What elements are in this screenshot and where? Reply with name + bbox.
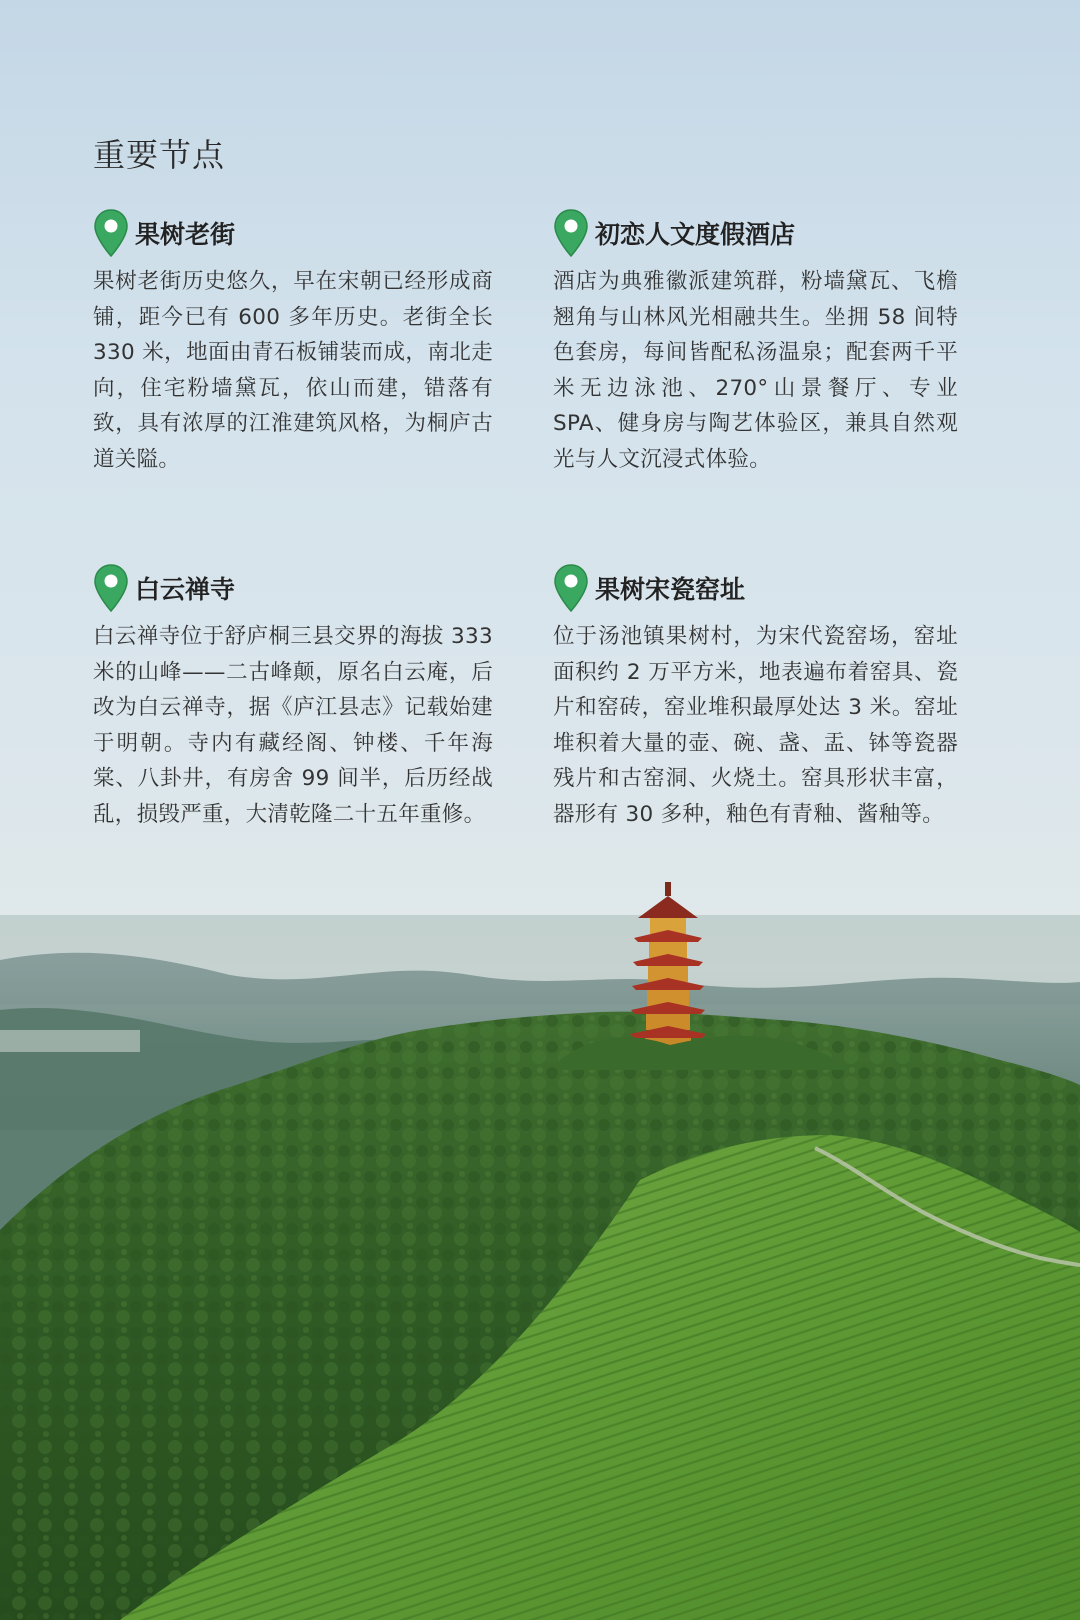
location-pin-icon bbox=[93, 563, 129, 613]
location-pin-icon bbox=[553, 563, 589, 613]
poi-card-song-kiln-site bbox=[553, 563, 958, 832]
poi-description: 果树老街历史悠久，早在宋朝已经形成商铺，距今已有 600 多年历史。老街全长 330 米，地面由青石板铺装而成，南北走向，住宅粉墙黛瓦，依山而建，错落有致，具有浓厚的江淮建筑风格，为桐庐古道关隘。 bbox=[93, 269, 493, 472]
location-pin-icon bbox=[553, 208, 589, 258]
poi-name: 果树老街 bbox=[135, 220, 236, 249]
poi-name: 初恋人文度假酒店 bbox=[595, 220, 796, 249]
section-title: 重要节点 bbox=[93, 136, 226, 174]
poi-name: 果树宋瓷窑址 bbox=[595, 575, 746, 604]
poi-card-chulian-hotel bbox=[553, 208, 958, 477]
poi-card-guoshu-old-street bbox=[93, 208, 493, 477]
poi-description: 酒店为典雅徽派建筑群，粉墙黛瓦、飞檐翘角与山林风光相融共生。坐拥 58 间特色套房，每间皆配私汤温泉；配套两千平米无边泳池、270°山景餐厅、专业 SPA、健身房与陶艺体验区，兼具自然观光与人文沉浸式体验。 bbox=[553, 269, 958, 472]
poi-name: 白云禅寺 bbox=[135, 575, 236, 604]
location-pin-icon bbox=[93, 208, 129, 258]
poi-description: 白云禅寺位于舒庐桐三县交界的海拔 333 米的山峰——二古峰颠，原名白云庵，后改为白云禅寺，据《庐江县志》记载始建于明朝。寺内有藏经阁、钟楼、千年海棠、八卦井，有房舍 99 间半，后历经战乱，损毁严重，大清乾隆二十五年重修。 bbox=[93, 624, 493, 827]
poi-description: 位于汤池镇果树村，为宋代瓷窑场，窑址面积约 2 万平方米，地表遍布着窑具、瓷片和窑砖，窑业堆积最厚处达 3 米。窑址堆积着大量的壶、碗、盏、盂、钵等瓷器残片和古窑洞、火烧土。窑具形状丰富，器形有 30 多种，釉色有青釉、酱釉等。 bbox=[553, 624, 958, 827]
poi-card-baiyun-temple bbox=[93, 563, 493, 832]
